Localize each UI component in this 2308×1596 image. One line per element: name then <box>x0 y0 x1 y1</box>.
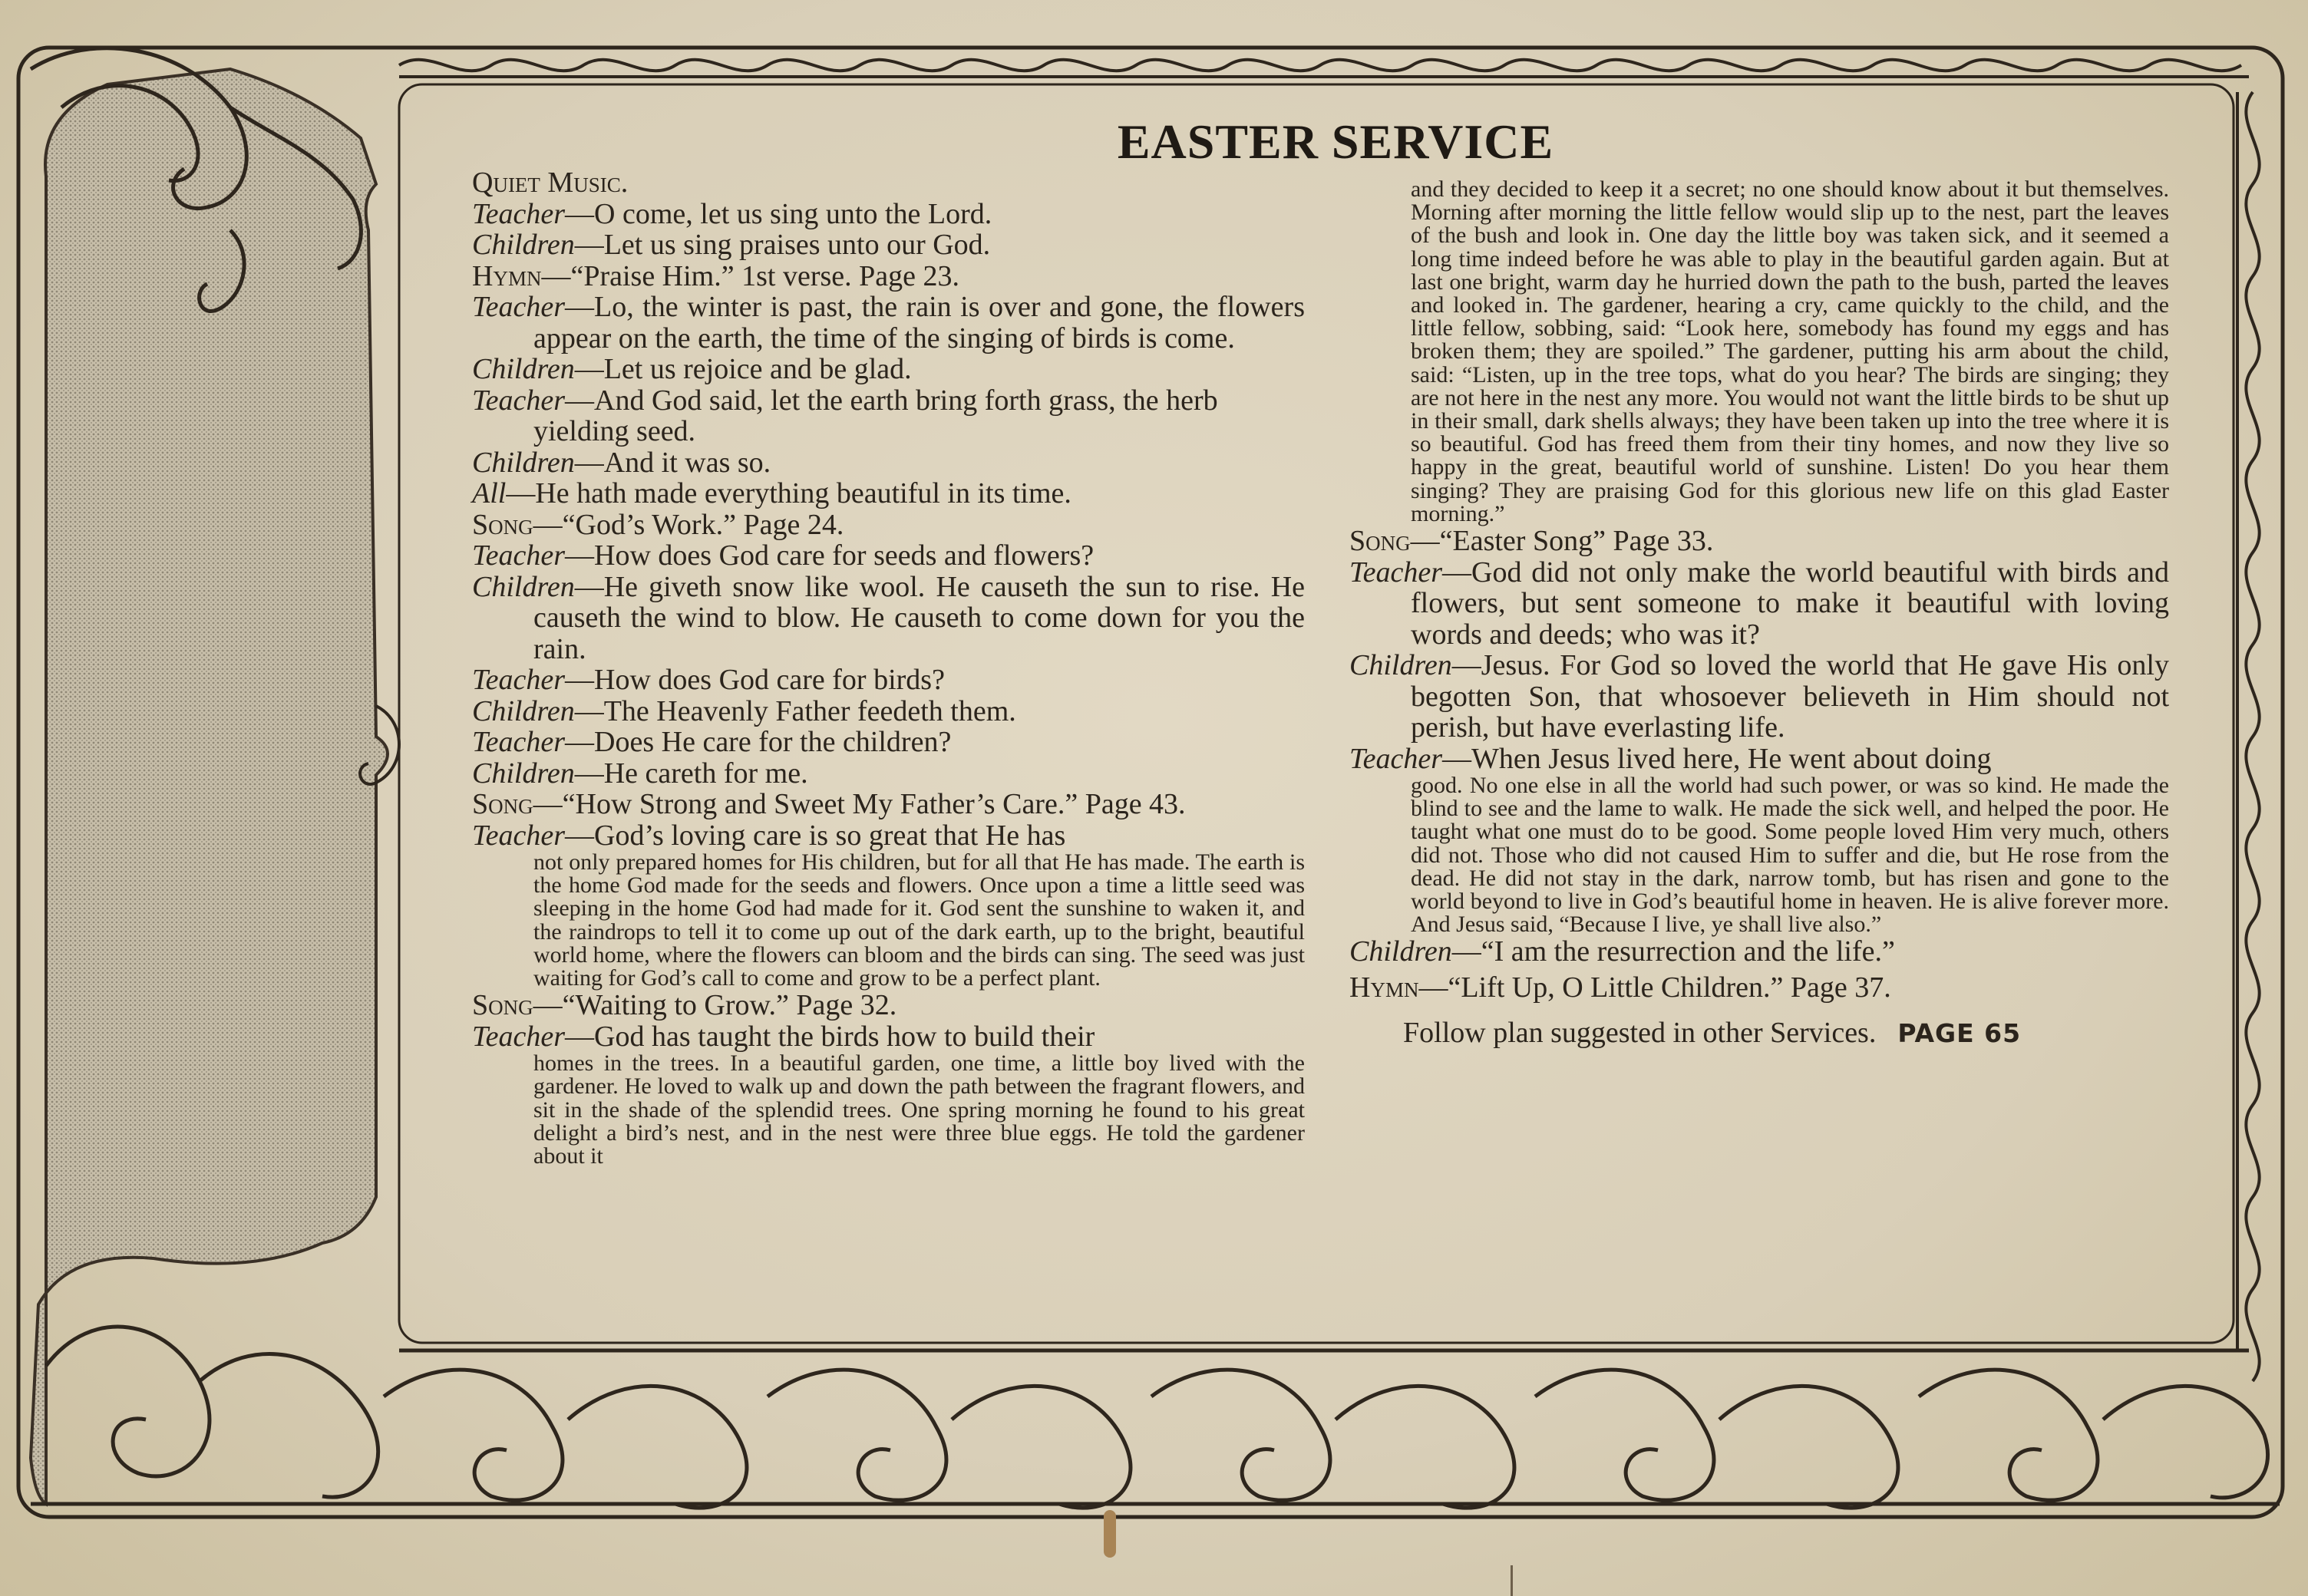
dialogue-line <box>1349 650 2169 744</box>
right-scroll-ornament <box>2237 92 2260 1381</box>
dialogue-text: —He hath made everything beautiful in its time. <box>506 477 1071 509</box>
song-line <box>472 990 1305 1021</box>
speaker-label: Teacher <box>472 197 566 230</box>
dialogue-line <box>472 820 1305 852</box>
page-title: EASTER SERVICE <box>1117 114 1554 169</box>
dialogue-line <box>1349 936 2169 968</box>
dialogue-text: —Lo, the winter is past, the rain is over and gone, the flowers appear on the earth, the time of the singing of birds is come. <box>533 291 1305 354</box>
speaker-label: Children <box>472 570 575 603</box>
speaker-label: Teacher <box>472 291 566 323</box>
song-label: Song <box>472 508 533 541</box>
dialogue-text: —How does God care for birds? <box>565 664 945 696</box>
dialogue-line <box>472 385 1305 447</box>
hymn-line <box>1349 972 2169 1004</box>
dialogue-line <box>1349 557 2169 651</box>
song-text: —“God’s Work.” Page 24. <box>533 508 844 541</box>
top-scroll-ornament <box>399 60 2249 77</box>
song-text: —“Waiting to Grow.” Page 32. <box>533 989 897 1022</box>
hymn-label: Hymn <box>1349 971 1419 1004</box>
dialogue-text: —God’s loving care is so great that He has <box>565 819 1066 852</box>
dialogue-line <box>472 664 1305 696</box>
story-paragraph: good. No one else in all the world had such power, or was so kind. He made the blind to see and the lame to walk. He made the sick well, and helped the poor. He taught what one must do to be good. Some people loved Him very much, others did not. Those who did not caused Him to suffer and die, but He rose from the dead. He did not stay in the dark, narrow tomb, but has risen and gone to the world beyond to live in God’s beautiful home in heaven. He is alive forever more. And Jesus said, “Because I live, ye shall live also.” <box>1411 773 2169 938</box>
dialogue-text: —He giveth snow like wool. He causeth the sun to rise. He causeth the wind to blow. He causeth to come down for you the rain. <box>533 570 1305 665</box>
speaker-label: Children <box>1349 649 1452 682</box>
dialogue-line <box>472 727 1305 758</box>
follow-note <box>1349 1017 2169 1050</box>
speaker-label: Children <box>472 229 575 261</box>
speaker-label: Teacher <box>472 1020 566 1053</box>
song-text: —“How Strong and Sweet My Father’s Care.” Page 43. <box>533 788 1186 820</box>
song-label: Song <box>472 788 533 820</box>
dialogue-line <box>472 572 1305 665</box>
song-label: Song <box>1349 525 1411 558</box>
hymn-label: Hymn <box>472 259 542 292</box>
song-line <box>472 509 1305 541</box>
dialogue-text: —Let us sing praises unto our God. <box>574 229 991 261</box>
dialogue-line <box>472 696 1305 727</box>
quiet-music-line <box>472 167 1305 199</box>
dialogue-text: —God did not only make the world beautiful with birds and flowers, but sent someone to make it beautiful with loving words and deeds; who was it? <box>1411 556 2169 651</box>
follow-text: Follow plan suggested in other Services. <box>1403 1017 1877 1050</box>
speaker-label: Teacher <box>1349 742 1443 775</box>
story-paragraph: homes in the trees. In a beautiful garden, one time, a little boy lived with the gardener. He loved to walk up and down the path between the fragrant flowers, and sit in the shade of the splendid trees. One spring morning he found to his great delight a bird’s nest, and in the nest were three blue eggs. He told the gardener about it <box>533 1050 1305 1169</box>
paper-tear-mark <box>1104 1510 1116 1558</box>
song-line <box>1349 526 2169 557</box>
right-column <box>1349 178 2169 1079</box>
dialogue-text: —“I am the resurrection and the life.” <box>1451 935 1895 968</box>
speaker-label: Teacher <box>472 819 566 852</box>
dialogue-line <box>472 758 1305 790</box>
dialogue-text: —And God said, let the earth bring forth grass, the herb yielding seed. <box>533 384 1218 447</box>
left-column <box>472 167 1305 1168</box>
dialogue-text: —Does He care for the children? <box>565 726 952 758</box>
song-text: —“Easter Song” Page 33. <box>1410 525 1714 558</box>
dialogue-text: —God has taught the birds how to build their <box>565 1020 1095 1053</box>
dialogue-line <box>472 292 1305 354</box>
speaker-label: Children <box>472 353 575 385</box>
dialogue-text: —And it was so. <box>574 446 771 479</box>
quiet-music-text: Quiet Music. <box>472 167 629 199</box>
story-paragraph: not only prepared homes for His children, but for all that He has made. The earth is the home God made for the seeds and flowers. Once upon a time a little seed was sleeping in the home God had made for it. God sent the sunshine to waken it, and the raindrops to tell it to come up out of the dark earth, up to the bright, beautiful world home, where the flowers can bloom and the birds can sing. The seed was just waiting for God’s call to come and grow to be a perfect plant. <box>533 849 1305 991</box>
bottom-acanthus-ornament <box>31 1327 2280 1508</box>
speaker-label: Children <box>472 757 575 790</box>
speaker-label: Teacher <box>472 539 566 572</box>
song-line <box>472 789 1305 820</box>
page-number: PAGE 65 <box>1897 1018 2022 1049</box>
hymn-text: —“Praise Him.” 1st verse. Page 23. <box>541 259 959 292</box>
speaker-label: Children <box>472 446 575 479</box>
dialogue-text: —How does God care for seeds and flowers? <box>565 539 1095 572</box>
dialogue-line <box>1349 744 2169 775</box>
dialogue-line <box>472 540 1305 572</box>
speaker-label: Teacher <box>472 664 566 696</box>
speaker-label: Children <box>1349 935 1452 968</box>
stippled-side-panel <box>31 69 388 1504</box>
hymn-line <box>472 261 1305 292</box>
speaker-label: Children <box>472 694 575 727</box>
paper-crease-mark <box>1511 1565 1513 1596</box>
story-paragraph: and they decided to keep it a secret; no one should know about it but themselves. Morning after morning the little fellow would slip up to the nest, part the leaves of the bush and look in. One day the little boy was taken sick, and it seemed a long time indeed before he was able to play in the beautiful garden again. But at last one bright, warm day he hurried down the path to the bush, parted the leaves and looked in. The gardener, hearing a cry, came quickly to the child, and the little fellow, sobbing, said: “Look here, somebody has found my eggs and has broken them; they are spoiled.” The gardener, putting his arm about the child, said: “Listen, up in the tree tops, what do you hear? The birds are singing; they are not here in the nest any more. You would not want the little birds to be shut up in their small, dark shells always; they have been taken up into the tree where it is so beautiful. God has freed them from their tiny homes, and now they live so happy in the great, beautiful world of sunshine. Listen! Do you hear them singing? They are praising God for this glorious new life on this glad Easter morning.” <box>1411 176 2169 526</box>
dialogue-text: —When Jesus lived here, He went about doing <box>1442 742 1992 775</box>
dialogue-line <box>472 199 1305 230</box>
speaker-label: Teacher <box>472 384 566 417</box>
dialogue-text: —O come, let us sing unto the Lord. <box>565 197 992 230</box>
dialogue-text: —Jesus. For God so loved the world that He gave His only begotten Son, that whosoever believeth in Him should not perish, but have everlasting life. <box>1411 649 2169 744</box>
song-label: Song <box>472 989 533 1022</box>
dialogue-line <box>472 354 1305 385</box>
speaker-label: Teacher <box>1349 556 1443 589</box>
speaker-label: Teacher <box>472 726 566 758</box>
dialogue-text: —Let us rejoice and be glad. <box>574 353 912 385</box>
dialogue-line <box>472 447 1305 479</box>
dialogue-line <box>472 229 1305 261</box>
speaker-label: All <box>472 477 507 509</box>
hymn-text: —“Lift Up, O Little Children.” Page 37. <box>1418 971 1891 1004</box>
dialogue-line <box>472 478 1305 509</box>
dialogue-text: —He careth for me. <box>574 757 808 790</box>
dialogue-line <box>472 1021 1305 1053</box>
dialogue-text: —The Heavenly Father feedeth them. <box>574 694 1016 727</box>
